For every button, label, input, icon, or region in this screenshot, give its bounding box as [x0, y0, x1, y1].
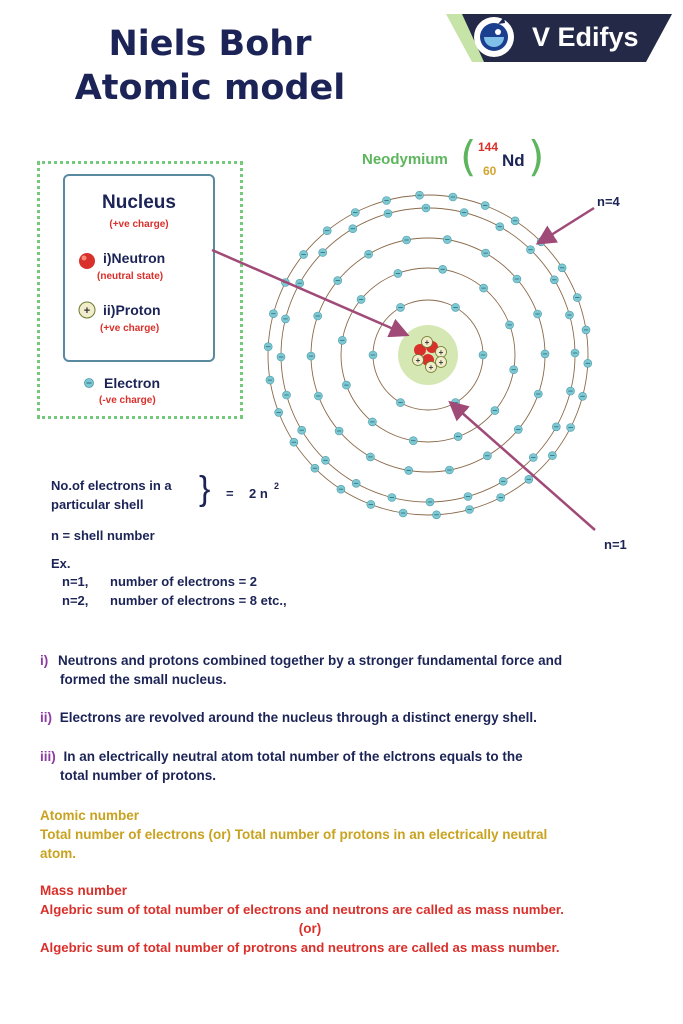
mass-number-or: (or): [298, 921, 322, 936]
electron-label: Electron: [104, 375, 161, 391]
electron: [337, 485, 345, 493]
electron: [322, 456, 330, 464]
statement-3: [40, 747, 660, 785]
statement-1-number: i): [40, 653, 49, 668]
electron: [314, 392, 322, 400]
electron: [311, 464, 319, 472]
nucleus-pointer-arrow: [212, 250, 405, 334]
statement-1-line-2: formed the small nucleus.: [60, 672, 227, 687]
electron: [558, 264, 566, 272]
atomic-number-line-1: Total number of electrons (or) Total number of protons in an electrically neutral: [40, 827, 548, 842]
element-name: Neodymium: [362, 151, 448, 168]
electron: [422, 204, 430, 212]
proton-charge: (+ve charge): [100, 323, 160, 334]
mass-number-definition: [40, 881, 676, 957]
electron: [480, 284, 488, 292]
electron: [541, 350, 549, 358]
statement-1-line-1: Neutrons and protons combined together by a stronger fundamental force and: [58, 653, 563, 668]
shell-label-n1: n=1: [604, 537, 627, 552]
statement-2-line-1: Electrons are revolved around the nucleus through a distinct energy shell.: [59, 710, 537, 725]
shell-label-n4: n=4: [597, 194, 620, 209]
electron: [397, 399, 405, 407]
electron: [479, 351, 487, 359]
electron: [397, 303, 405, 311]
svg-text:+: +: [424, 338, 430, 347]
electron: [335, 427, 343, 435]
electron: [584, 359, 592, 367]
example-2-text: number of electrons = 8 etc.,: [110, 593, 287, 608]
electron: [445, 466, 453, 474]
electron: [275, 408, 283, 416]
nucleus-title: Nucleus: [102, 192, 176, 213]
electron: [452, 303, 460, 311]
element-paren-close: ): [528, 132, 545, 181]
electron: [529, 454, 537, 462]
electron: [367, 500, 375, 508]
nucleus-charge: (+ve charge): [109, 219, 169, 230]
electron: [282, 315, 290, 323]
electron: [506, 321, 514, 329]
electron: [454, 433, 462, 441]
electron: [300, 250, 308, 258]
electron: [460, 209, 468, 217]
statement-3-line-2: total number of protons.: [60, 768, 216, 783]
electron: [439, 265, 447, 273]
electron: [369, 351, 377, 359]
electron: [314, 312, 322, 320]
electron: [277, 353, 285, 361]
electron: [307, 352, 315, 360]
statement-3-line-1: In an electrically neutral atom total number of the elctrons equals to the: [63, 749, 523, 764]
example-2-n: n=2,: [62, 593, 89, 608]
formula-equals: =: [226, 486, 234, 501]
formula-line-1: No.of electrons in a: [51, 478, 172, 493]
statement-1: [40, 651, 660, 689]
electron: [464, 493, 472, 501]
example-1-text: number of electrons = 2: [110, 574, 258, 589]
electron: [405, 466, 413, 474]
electron: [426, 498, 434, 506]
electron: [298, 426, 306, 434]
electron: [483, 452, 491, 460]
svg-text:+: +: [83, 305, 91, 317]
electron: [349, 225, 357, 233]
electron: [365, 250, 373, 258]
electron: [352, 479, 360, 487]
mass-number-heading: Mass number: [40, 883, 128, 898]
electron: [534, 310, 542, 318]
element-symbol: Nd: [502, 151, 525, 170]
electron: [443, 236, 451, 244]
electron: [319, 249, 327, 257]
electron: [383, 197, 391, 205]
electron: [579, 392, 587, 400]
electron: [496, 223, 504, 231]
svg-text:+: +: [438, 358, 444, 367]
brand-name: V Edifys: [532, 22, 639, 52]
mass-number-line-1: Algebric sum of total number of electrons and neutrons are called as mass number.: [40, 902, 564, 917]
atomic-number-heading: Atomic number: [40, 808, 140, 823]
title-line-1: Niels Bohr: [108, 24, 312, 64]
example-1-n: n=1,: [62, 574, 89, 589]
electron: [357, 295, 365, 303]
electron: [550, 276, 558, 284]
electron: [290, 438, 298, 446]
electron: [567, 387, 575, 395]
electron: [510, 366, 518, 374]
element-paren-open: (: [460, 132, 477, 181]
electron: [525, 475, 533, 483]
title-line-2: Atomic model: [74, 68, 346, 108]
electron: [466, 506, 474, 514]
electron: [351, 209, 359, 217]
electron: [266, 376, 274, 384]
mass-number-line-2: Algebric sum of total number of protrons and neutrons are called as mass number.: [40, 940, 560, 955]
electron: [481, 202, 489, 210]
electron: [567, 424, 575, 432]
svg-text:+: +: [438, 348, 444, 357]
electron: [283, 391, 291, 399]
n4-pointer-arrow: [540, 208, 594, 242]
electron: [264, 343, 272, 351]
proton-label: ii)Proton: [103, 302, 161, 318]
statement-3-number: iii): [40, 749, 56, 764]
atomic-number-line-2: atom.: [40, 846, 77, 861]
atomic-number: 60: [483, 164, 497, 178]
electron: [403, 236, 411, 244]
electron: [433, 511, 441, 519]
electron: [416, 191, 424, 199]
formula-line-2: particular shell: [51, 497, 144, 512]
electron: [548, 452, 556, 460]
electron: [497, 494, 505, 502]
example-label: Ex.: [51, 556, 71, 571]
electron: [552, 423, 560, 431]
neutron-label: i)Neutron: [103, 250, 166, 266]
formula-exponent: 2: [274, 481, 280, 491]
electron: [399, 509, 407, 517]
electron: [573, 294, 581, 302]
electron: [482, 249, 490, 257]
electron: [499, 477, 507, 485]
electron: [342, 381, 350, 389]
electron: [511, 217, 519, 225]
shell-number-definition: n = shell number: [51, 528, 155, 543]
statement-2-number: ii): [40, 710, 52, 725]
electron: [334, 277, 342, 285]
electron-charge: (-ve charge): [99, 395, 156, 406]
formula-brace: }: [199, 470, 211, 508]
electron: [582, 326, 590, 334]
electron: [534, 390, 542, 398]
statement-2: [40, 708, 660, 727]
svg-text:+: +: [415, 356, 421, 365]
electron: [323, 227, 331, 235]
electron: [388, 494, 396, 502]
electron: [527, 246, 535, 254]
electron: [409, 437, 417, 445]
electron: [384, 210, 392, 218]
electron: [513, 275, 521, 283]
mass-number: 144: [478, 140, 499, 154]
electron: [449, 193, 457, 201]
electron: [394, 269, 402, 277]
electron: [566, 311, 574, 319]
electron: [491, 407, 499, 415]
electron: [366, 453, 374, 461]
electron: [571, 349, 579, 357]
neutron-state: (neutral state): [97, 271, 164, 282]
atomic-number-definition: [40, 806, 670, 863]
electron: [269, 310, 277, 318]
svg-text:+: +: [428, 363, 434, 372]
formula-rhs: 2 n: [249, 486, 268, 501]
electron: [338, 336, 346, 344]
electron: [514, 425, 522, 433]
electron: [368, 418, 376, 426]
